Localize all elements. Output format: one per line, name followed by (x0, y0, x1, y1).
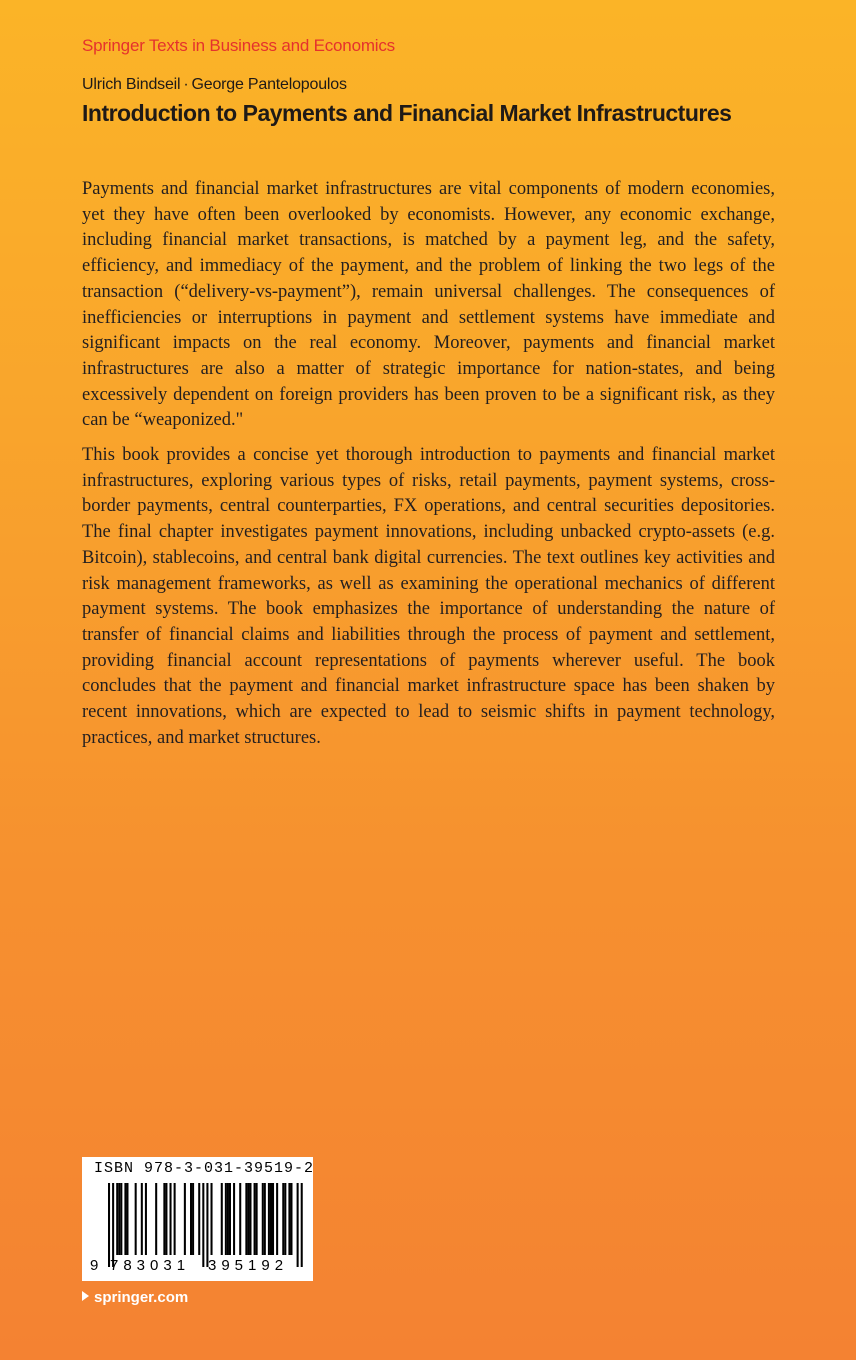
barcode-bar (120, 1183, 122, 1255)
barcode-bar (211, 1183, 213, 1255)
barcode-bar (145, 1183, 147, 1255)
barcode-bar (198, 1183, 200, 1255)
barcode-bar (184, 1183, 186, 1255)
barcode-bar (245, 1183, 247, 1255)
authors (82, 76, 347, 94)
barcode-bar (288, 1183, 290, 1255)
barcode-bar (135, 1183, 137, 1255)
barcode-bar (254, 1183, 256, 1255)
barcode-bar (163, 1183, 165, 1255)
blurb-paragraph: This book provides a concise yet thorough introduction to payments and financial market infrastructures, exploring various types of risks, retail payments, payment systems, cross-border payments, central counterparties, FX operations, and central securities depositories. The final chapter investigates payment innovations, including unbacked crypto-assets (e.g. Bitcoin), stablecoins, and central bank digital currencies. The text outlines key activities and risk management frameworks, as well as examining the operational mechanics of different payment systems. The book emphasizes the importance of understanding the nature of transfer of financial claims and liabilities through the process of payment and settlement, providing financial account representations of payments wherever useful. The book concludes that the payment and financial market infrastructure space has been shaken by recent innovations, which are expected to lead to seismic shifts in payment technology, practices, and market structures. (82, 445, 775, 748)
barcode-bar (301, 1183, 303, 1267)
book-title: Introduction to Payments and Financial Market Infrastructures (82, 100, 732, 126)
barcode-bar (264, 1183, 266, 1255)
barcode-bar (229, 1183, 231, 1255)
barcode-bar (108, 1183, 110, 1267)
barcode-left-digits: 783031 (110, 1257, 191, 1274)
barcode-bar (126, 1183, 128, 1255)
barcode-bar (284, 1183, 286, 1255)
barcode-bar (262, 1183, 264, 1255)
barcode-bar (282, 1183, 284, 1255)
barcode-bar (155, 1183, 157, 1255)
barcode-bar (206, 1183, 208, 1267)
barcode-bar (233, 1183, 235, 1255)
barcode-bar (276, 1183, 278, 1255)
barcode-bar (124, 1183, 126, 1255)
barcode-bar (227, 1183, 229, 1255)
barcode-bar (256, 1183, 258, 1255)
barcode-bar (118, 1183, 120, 1255)
barcode-bar (192, 1183, 194, 1255)
barcode-bar (249, 1183, 251, 1255)
barcode-bar (272, 1183, 274, 1255)
barcode-bar (239, 1183, 241, 1255)
barcode-bar (112, 1183, 114, 1267)
barcode-bar (190, 1183, 192, 1255)
barcode-bar (290, 1183, 292, 1255)
author-name: George Pantelopoulos (191, 76, 347, 93)
arrow-right-icon (82, 1291, 89, 1301)
barcode-bar (116, 1183, 118, 1255)
author-name: Ulrich Bindseil (82, 76, 181, 93)
isbn-barcode (82, 1157, 313, 1281)
barcode-bar (174, 1183, 176, 1255)
barcode-lead-digit: 9 (90, 1257, 99, 1274)
barcode-bar (297, 1183, 299, 1267)
barcode-bar (221, 1183, 223, 1255)
series-name: Springer Texts in Business and Economics (82, 36, 395, 55)
barcode-bar (170, 1183, 172, 1255)
barcode-bar (225, 1183, 227, 1255)
publisher-link[interactable] (82, 1289, 188, 1306)
barcode-bar (247, 1183, 249, 1255)
barcode-bar (141, 1183, 143, 1255)
barcode-bar (202, 1183, 204, 1267)
back-cover-blurb (82, 177, 775, 760)
blurb-paragraph: Payments and financial market infrastructures are vital components of modern economies, yet they have often been overlooked by economists. However, any economic exchange, including financial market transactions, is matched by a payment leg, and the safety, efficiency, and immediacy of the payment, and the problem of linking the two legs of the transaction (“delivery-vs-payment”), remain universal challenges. The consequences of inefficiencies or interruptions in payment and settlement systems have immediate and significant impacts on the real economy. Moreover, payments and financial market infrastructures are also a matter of strategic importance for nation-states, and being excessively dependent on foreign providers has been proven to be a significant risk, as they can be “weaponized." (82, 179, 775, 431)
barcode-right-digits: 395192 (208, 1257, 289, 1274)
publisher-link-text: springer.com (94, 1289, 189, 1306)
isbn-label: ISBN 978-3-031-39519-2 (94, 1160, 315, 1177)
author-separator: · (183, 76, 189, 93)
barcode-bar (165, 1183, 167, 1255)
barcode-bar (268, 1183, 270, 1255)
barcode-bar (270, 1183, 272, 1255)
